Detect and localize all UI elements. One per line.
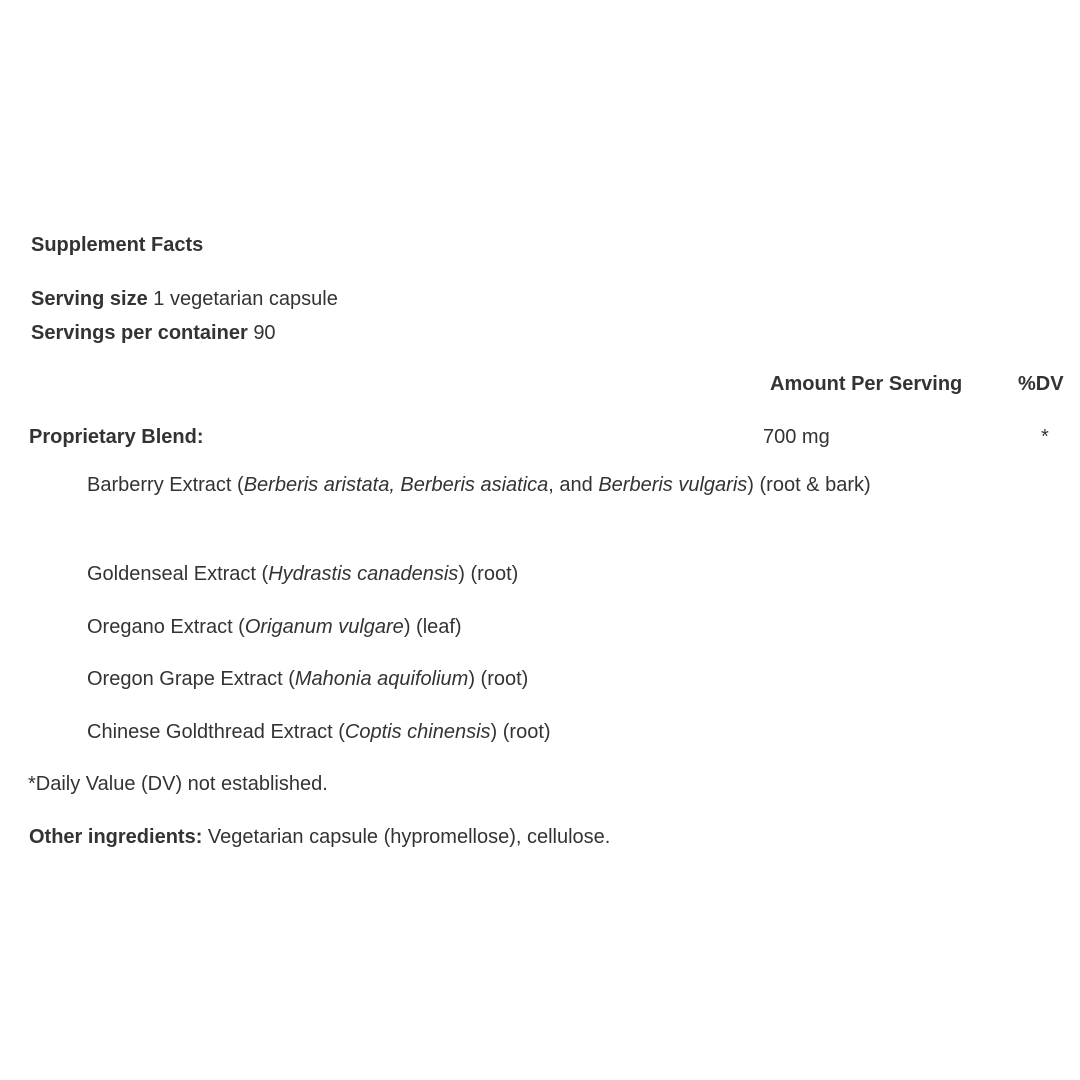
dv-header: %DV <box>1018 373 1064 395</box>
servings-per-container-value: 90 <box>253 322 276 344</box>
botanical-name: Mahonia aquifolium <box>294 668 469 690</box>
ingredient-text: ) (root) <box>458 563 519 585</box>
ingredient-text: Chinese Goldthread Extract ( <box>87 721 345 743</box>
serving-size-label: Serving size <box>31 288 148 310</box>
servings-per-container-label: Servings per container <box>31 322 248 344</box>
other-ingredients-label: Other ingredients: <box>29 826 203 848</box>
ingredient-text: ) (leaf) <box>403 616 462 638</box>
ingredient-row <box>87 667 528 691</box>
botanical-name: Berberis vulgaris <box>598 474 748 496</box>
ingredient-text: ) (root & bark) <box>747 474 871 496</box>
ingredient-text: ) (root) <box>490 721 551 743</box>
serving-size-line <box>31 287 338 311</box>
ingredient-text: ) (root) <box>468 668 529 690</box>
ingredient-text: Goldenseal Extract ( <box>87 563 269 585</box>
panel-title: Supplement Facts <box>31 234 204 256</box>
botanical-name: Origanum vulgare <box>244 616 404 638</box>
ingredient-text: Barberry Extract ( <box>87 474 244 496</box>
ingredient-row <box>87 470 947 501</box>
ingredient-row <box>87 720 551 744</box>
amount-per-serving-header: Amount Per Serving <box>770 373 963 395</box>
ingredient-text: Oregano Extract ( <box>87 616 245 638</box>
other-ingredients-value: Vegetarian capsule (hypromellose), cellulose. <box>207 826 611 848</box>
ingredient-text: , and <box>548 474 599 496</box>
ingredient-row <box>87 615 462 639</box>
other-ingredients-line <box>29 825 610 849</box>
blend-amount: 700 mg <box>763 426 830 448</box>
blend-dv: * <box>1041 426 1049 448</box>
serving-size-value: 1 vegetarian capsule <box>153 288 338 310</box>
blend-name: Proprietary Blend: <box>29 426 204 448</box>
footnote: *Daily Value (DV) not established. <box>28 773 328 795</box>
servings-per-container-line <box>31 321 276 345</box>
botanical-name: Coptis chinensis <box>344 721 491 743</box>
botanical-name: Hydrastis canadensis <box>268 563 459 585</box>
ingredient-row <box>87 562 518 586</box>
botanical-name: Berberis aristata, Berberis asiatica <box>243 474 549 496</box>
ingredient-text: Oregon Grape Extract ( <box>87 668 295 690</box>
